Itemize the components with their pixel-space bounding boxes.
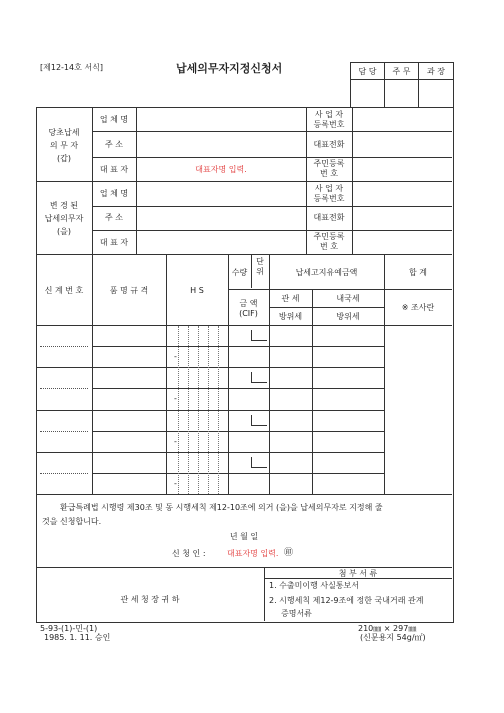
hs-dash-4: - — [174, 479, 177, 488]
col-amount-line2: (CIF) — [239, 309, 258, 318]
section-a-label-line2: 의 무 자 — [49, 141, 79, 150]
col-total: 합 계 — [409, 268, 427, 277]
section-b-phone-label: 대표전화 — [313, 213, 345, 222]
application-text-line2: 것을 신청합니다. — [42, 517, 102, 526]
attachment-item-2: 2. 시행세칙 제12-9조에 정한 국내거래 관계 — [269, 596, 424, 605]
col-domestic: 내국세 — [336, 294, 360, 303]
col-declaration-no: 신 계 번 호 — [44, 286, 84, 295]
col-amount-cif — [228, 299, 269, 319]
col-amount-line1: 금 액 — [239, 299, 258, 308]
section-b-bizno-line1: 사 업 자 — [314, 184, 344, 193]
date-line: 년 월 일 — [229, 532, 259, 541]
form-frame — [36, 107, 454, 623]
footer-code: 5-93-(1)-민-(1) — [40, 624, 98, 633]
col-unit — [251, 257, 269, 277]
section-a-label-line1: 당초납세 — [48, 128, 80, 137]
section-a-bizno-line1: 사 업 자 — [314, 110, 344, 119]
section-a-phone-label: 대표전화 — [313, 140, 345, 149]
col-unit-line2: 위 — [256, 267, 264, 276]
footer-paper-size: 210㎜ × 297㎜ — [358, 624, 417, 633]
attachments-header: 첨 부 서 류 — [338, 569, 378, 578]
applicant-input[interactable]: 대표자명 입력. — [227, 549, 279, 558]
col-defense: 방위세 — [278, 312, 303, 321]
section-a-address-label: 주 소 — [105, 140, 123, 149]
section-a-resident-line1: 주민등록 — [313, 159, 345, 168]
section-a-label — [36, 126, 92, 165]
section-a-rep-label: 대 표 자 — [99, 165, 129, 174]
section-b-label — [36, 199, 92, 238]
section-a-bizno-line2: 등록번호 — [313, 120, 345, 129]
section-a-bizno-label — [306, 110, 352, 130]
page-title: 납세의무자지정신청서 — [176, 62, 283, 75]
application-text-line1: 환급특례법 시행령 제30조 및 동 시행세칙 제12-10조에 의거 (을)을 납세의무자로 지정해 줄 — [60, 503, 383, 512]
section-b-resident-line2: 번 호 — [320, 242, 338, 251]
footer-paper-type: (신문용지 54g/㎡) — [360, 633, 426, 642]
section-b-bizno-line2: 등록번호 — [313, 194, 345, 203]
col-unit-line1: 단 — [256, 257, 264, 266]
approval-col-manager: 담 당 — [358, 67, 377, 76]
col-customs: 관 세 — [281, 294, 300, 303]
section-b-company-label: 업 체 명 — [99, 189, 129, 198]
hs-dash-3: - — [174, 437, 177, 446]
approval-box — [350, 62, 454, 108]
section-b-resident-label — [306, 232, 352, 252]
hs-dash-2: - — [174, 394, 177, 403]
col-item-spec: 품 명 규 격 — [109, 286, 149, 295]
section-b-label-line2: 납세의무자 — [44, 214, 84, 223]
section-b-rep-label: 대 표 자 — [99, 238, 129, 247]
section-a-resident-line2: 번 호 — [320, 169, 338, 178]
col-quantity: 수량 — [231, 268, 248, 277]
attachment-item-3: 증명서류 — [281, 609, 312, 618]
applicant-label: 신 청 인 : — [172, 549, 206, 558]
col-tax-deferral: 납세고지유예금액 — [295, 268, 358, 277]
section-a-label-line3: (갑) — [57, 154, 71, 163]
footer-approval-date: 1985. 1. 11. 승인 — [44, 633, 111, 642]
section-b-label-line1: 변 경 된 — [49, 201, 79, 210]
hs-dash-1: - — [174, 352, 177, 361]
section-a-resident-label — [306, 159, 352, 179]
section-b-resident-line1: 주민등록 — [313, 232, 345, 241]
form-code: [제12-14호 서식] — [40, 63, 103, 72]
section-b-label-line3: (을) — [57, 227, 71, 236]
recipient: 관 세 청 장 귀 하 — [120, 595, 180, 604]
attachment-item-1: 1. 수출미이행 사실통보서 — [269, 581, 359, 590]
approval-col-director: 과 장 — [427, 67, 445, 76]
col-hs: H S — [190, 286, 204, 295]
col-defense-2: 방위세 — [336, 312, 360, 321]
approval-col-chief: 주 무 — [392, 67, 411, 76]
section-a-rep-input[interactable]: 대표자명 입력. — [195, 165, 247, 174]
col-survey-note: ※ 조사란 — [401, 303, 435, 312]
seal-mark: ㊞ — [284, 548, 294, 558]
section-b-bizno-label — [306, 184, 352, 204]
section-b-address-label: 주 소 — [105, 213, 123, 222]
section-a-company-label: 업 체 명 — [99, 115, 129, 124]
